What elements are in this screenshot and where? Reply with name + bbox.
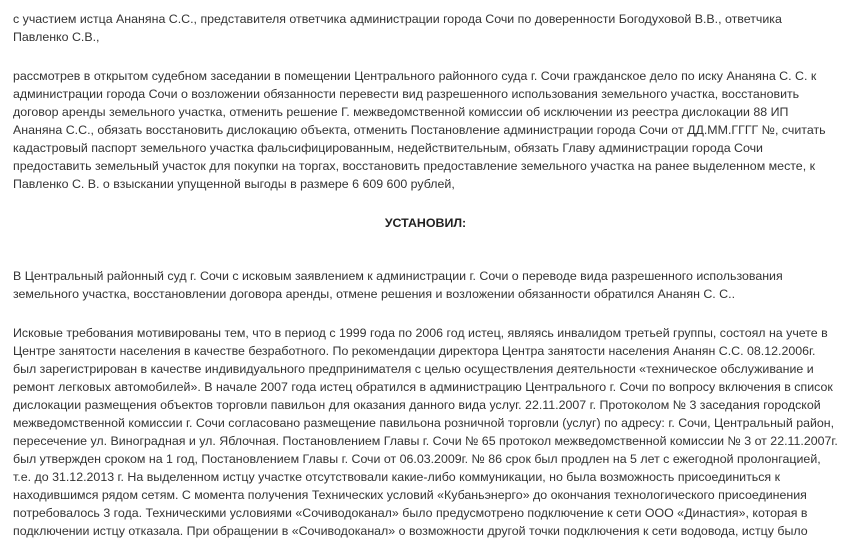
paragraph-claim-grounds: Исковые требования мотивированы тем, что в период с 1999 года по 2006 год истец, являясь инвалидом третьей группы, состоял на учете в Центре занятости населения в качестве безработного. По рекомендации директора Центра занятости населения Ананян С.С. 08.12.2006г. был зарегистрирован в качестве индивидуального предпринимателя с целью осуществления деятельности «техническое обслуживание и ремонт легковых автомобилей». В начале 2007 года истец обратился в администрацию Центрального г. Сочи по вопросу включения в список дислокации размещения объектов торговли павильон для оказания данного вида услуг. 22.11.2007 г. Протоколом № 3 заседания городской межведомственной комиссии г. Сочи согласовано размещение павильона розничной торговли (услуг) по адресу: г. Сочи, Центральный район, пересечение ул. Виноградная и ул. Яблочная. Постановлением Главы г. Сочи № 65 протокол межведомственной комиссии № 3 от 22.11.2007г. был утвержден сроком на 1 год, Постановлением Главы г. Сочи от 06.03.2009г. № 86 срок был продлен на 5 лет с ежегодной пролонгацией, т.е. до 31.12.2013 г. На выделенном истцу участке отсутствовали какие-либо коммуникации, но была возможность присоединиться к находившимся рядом сетям. С момента получения Технических условий «Кубаньэнерго» до окончания технологического присоединения потребовалось 3 года. Техническими условиями «Сочиводоканал» было предусмотрено подключение к сети ООО «Династия», которая в подключении истцу отказала. При обращении в «Сочиводоканал» о возможности другой точки подключения к сети водовода, истцу было <box>13 326 838 538</box>
section-heading-established: УСТАНОВИЛ: <box>384 216 467 230</box>
paragraph-participants: с участием истца Ананяна С.С., представителя ответчика администрации города Сочи по доверенности Богодуховой В.В., ответчика Павленко С.В., <box>13 12 782 44</box>
paragraph-claim: В Центральный районный суд г. Сочи с исковым заявлением к администрации г. Сочи о переводе вида разрешенного использования земельного участка, восстановлении договора аренды, отмене решения и возложении обязанности обратился Ананян С. С.. <box>13 269 783 301</box>
paragraph-case-description: рассмотрев в открытом судебном заседании в помещении Центрального районного суда г. Сочи гражданское дело по иску Ананяна С. С. к администрации города Сочи о возложении обязанности перевести вид разрешенного использования земельного участка, восстановить договор аренды земельного участка, отменить решение Г. межведомственной комиссии об исключении из реестра дислокации 88 ИП Ананяна С.С., обязать восстановить дислокацию объекта, отменить Постановление администрации города Сочи от ДД.ММ.ГГГГ №, считать кадастровый паспорт земельного участка фальсифицированным, недействительным, обязать Главу администрации города Сочи предоставить земельный участок для покупки на торгах, восстановить предоставление земельного участка на ранее выделенном месте, к Павленко С. В. о взыскании упущенной выгоды в размере 6 609 600 рублей, <box>13 69 826 191</box>
